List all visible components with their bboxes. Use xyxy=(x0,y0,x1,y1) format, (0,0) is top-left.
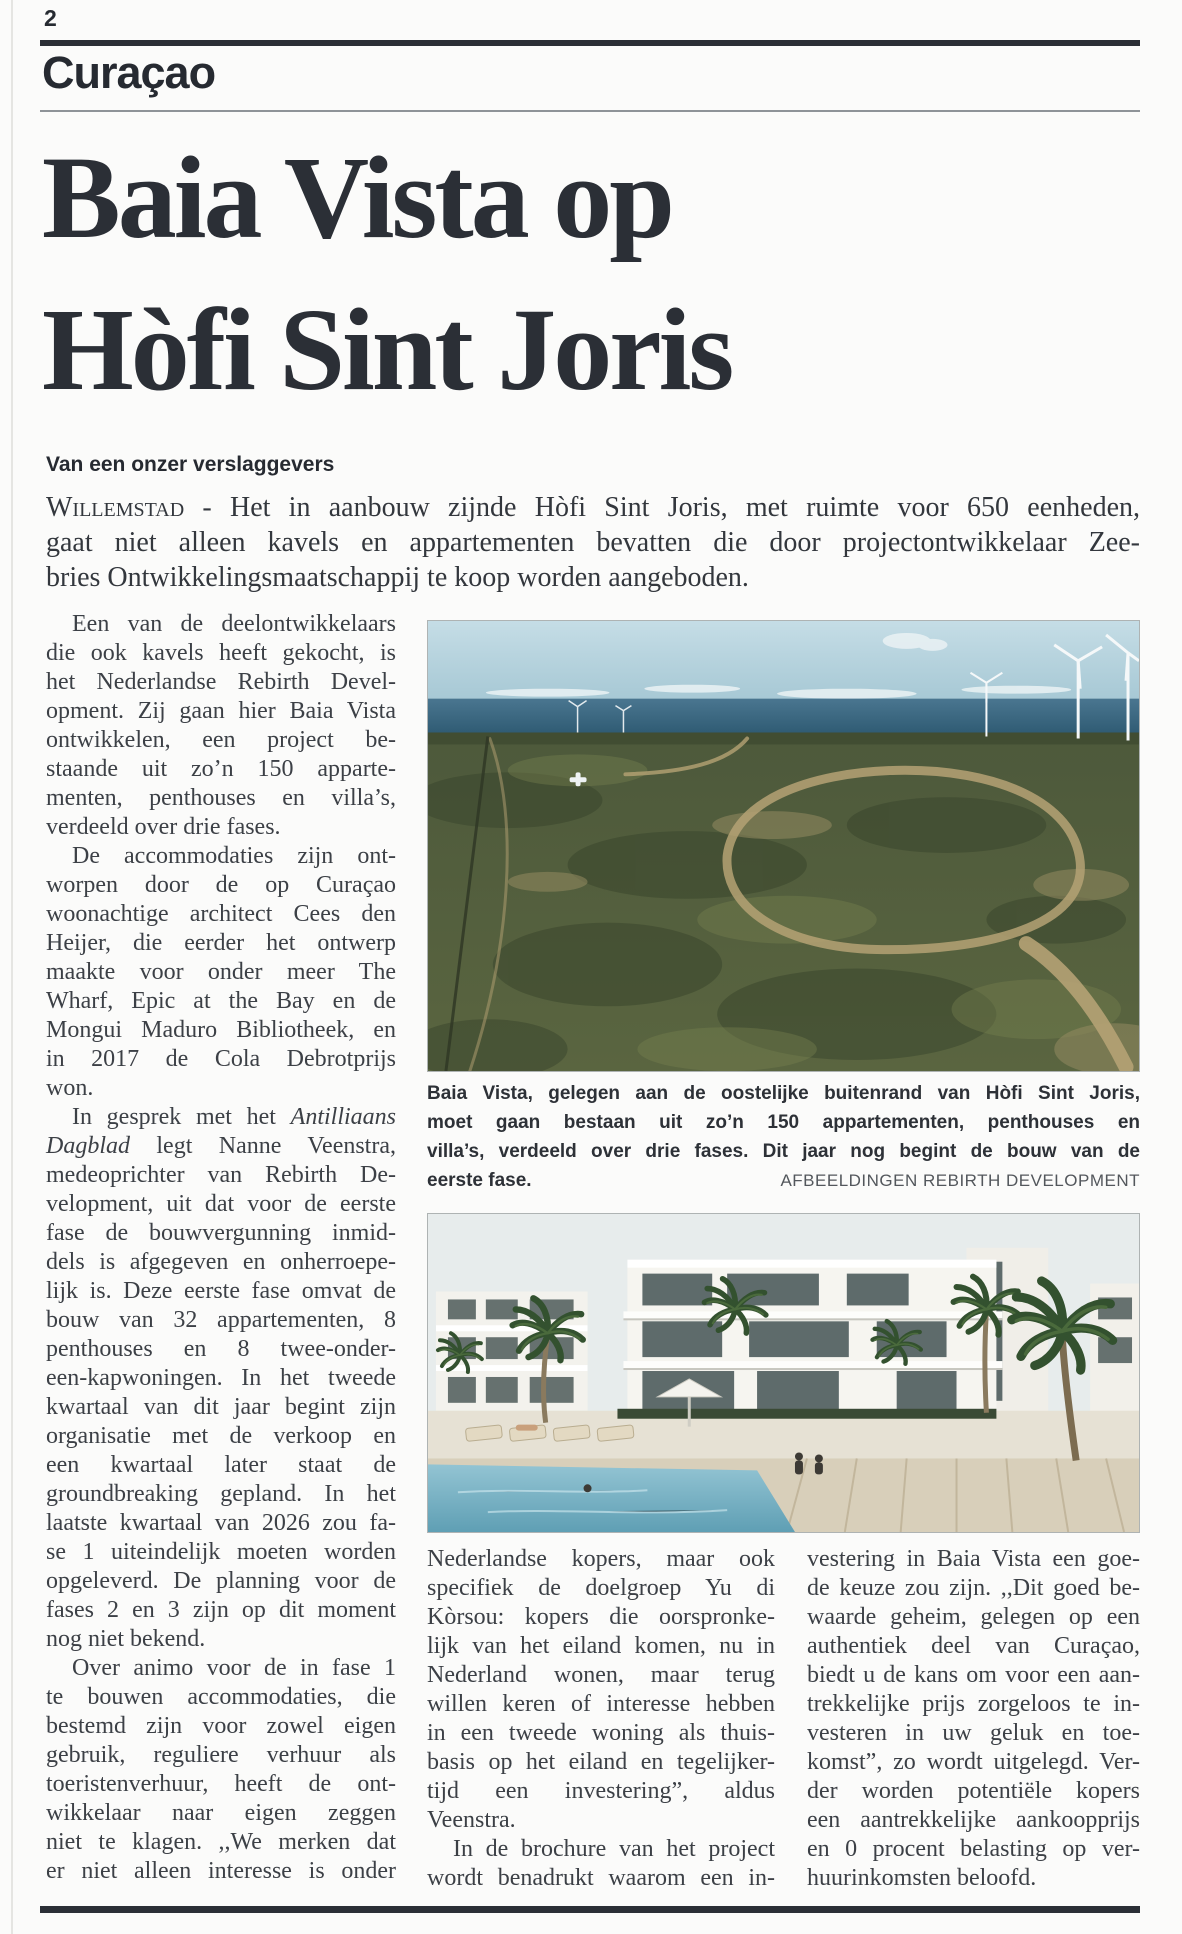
lead-paragraph xyxy=(46,490,1140,595)
text-line: Veenstra. xyxy=(427,1807,516,1833)
text-line: velopment, uit dat voor de eerste xyxy=(46,1191,396,1217)
text-line: opgeleverd. De planning voor de xyxy=(46,1568,396,1594)
headline xyxy=(42,122,1142,426)
text-line: er niet alleen interesse is onder xyxy=(46,1858,396,1884)
text-line: lijk van het eiland komen, nu in xyxy=(427,1633,775,1659)
text-line: In gesprek met het Antilliaans xyxy=(72,1104,396,1130)
text-line: biedt u de kans om voor een aan- xyxy=(807,1662,1140,1688)
text-line: Kòrsou: kopers die oorspronke- xyxy=(427,1604,775,1630)
text-line: organisatie met de verkoop en xyxy=(46,1423,396,1449)
text-line: huurinkomsten beloofd. xyxy=(807,1865,1037,1891)
text-line: een kwartaal later staat de xyxy=(46,1452,396,1478)
text-line: tijd een investering”, aldus xyxy=(427,1778,775,1804)
page-number: 2 xyxy=(44,5,57,31)
text-line: in 2017 de Cola Debrotprijs xyxy=(46,1046,396,1072)
photo-caption xyxy=(427,1079,1140,1195)
text-line: Willemstad - Het in aanbouw zijnde Hòfi Sint Joris, met ruimte voor 650 eenheden, xyxy=(46,492,1140,523)
text-line: een aantrekkelijke aankoopprijs xyxy=(807,1807,1140,1833)
text-line: een-kapwoningen. In het tweede xyxy=(46,1365,396,1391)
text-line: kwartaal van dit jaar begint zijn xyxy=(46,1394,396,1420)
hedge xyxy=(617,1409,996,1419)
text-line: der worden potentiële kopers xyxy=(807,1778,1140,1804)
section-rule xyxy=(40,110,1140,112)
text-line: moet gaan bestaan uit zo’n 150 appartementen, penthouses en xyxy=(427,1112,1140,1133)
text-line: trekkelijke prijs zorgeloos te in- xyxy=(807,1691,1140,1717)
text-line: staande uit zo’n 150 apparte- xyxy=(46,756,396,782)
text-line: komst”, zo wordt uitgelegd. Ver- xyxy=(807,1749,1140,1775)
pool xyxy=(428,1464,795,1532)
text-line: dels is afgegeven en onherroepe- xyxy=(46,1249,396,1275)
text-line: waarde geheim, gelegen op een xyxy=(807,1604,1140,1630)
paragraph xyxy=(427,1545,775,1835)
aerial-photo xyxy=(427,620,1140,1072)
text-line: Baia Vista, gelegen aan de oostelijke buitenrand van Hòfi Sint Joris, xyxy=(427,1083,1140,1104)
rendering-photo xyxy=(427,1213,1140,1533)
caption-lines xyxy=(427,1079,1140,1166)
page-edge-line xyxy=(11,0,13,1934)
text-line: authentiek deel van Curaçao, xyxy=(807,1633,1140,1659)
bottom-rule xyxy=(40,1906,1140,1913)
text-line: wordt benadrukt waarom een in- xyxy=(427,1865,775,1891)
text-line: Heijer, die eerder het ontwerp xyxy=(46,930,396,956)
text-line: medeoprichter van Rebirth De- xyxy=(46,1162,396,1188)
text-line: die ook kavels heeft gekocht, is xyxy=(46,640,396,666)
paragraph xyxy=(427,1835,775,1893)
rendering-photo-graphic xyxy=(428,1214,1139,1532)
body-column-left xyxy=(46,610,396,1886)
body-column-right xyxy=(807,1545,1140,1893)
text-line: verdeeld over drie fases. xyxy=(46,814,281,840)
body-column-middle xyxy=(427,1545,775,1893)
text-line: won. xyxy=(46,1075,94,1101)
photo-credit: AFBEELDINGEN REBIRTH DEVELOPMENT xyxy=(780,1171,1140,1190)
text-line: villa’s, verdeeld over drie fases. Dit jaar nog begint de bouw van de xyxy=(427,1141,1140,1162)
text-line: Mongui Maduro Bibliotheek, en xyxy=(46,1017,396,1043)
paragraph xyxy=(807,1545,1140,1893)
text-line: De accommodaties zijn ont- xyxy=(72,843,396,869)
top-rule xyxy=(40,40,1140,46)
text-line: menten, penthouses en villa’s, xyxy=(46,785,396,811)
headline-line-2: Hòfi Sint Joris xyxy=(42,284,732,415)
text-line: se 1 uiteindelijk moeten worden xyxy=(46,1539,396,1565)
text-line: bouw van 32 appartementen, 8 xyxy=(46,1307,396,1333)
text-line: in een tweede woning als thuis- xyxy=(427,1720,775,1746)
text-line: In de brochure van het project xyxy=(453,1836,775,1862)
caption-last-line xyxy=(427,1166,1140,1195)
text-line: opment. Zij gaan hier Baia Vista xyxy=(46,698,396,724)
text-line: maakte voor onder meer The xyxy=(46,959,396,985)
text-line: de keuze zou zijn. ,,Dit goed be- xyxy=(807,1575,1140,1601)
text-line: fases 2 en 3 zijn op dit moment xyxy=(46,1597,396,1623)
text-line: gaat niet alleen kavels en appartementen bevatten die door projectontwikkelaar Zee- xyxy=(46,527,1140,558)
paragraph xyxy=(46,842,396,1103)
text-line: bries Ontwikkelingsmaatschappij te koop worden aangeboden. xyxy=(46,562,749,593)
text-line: willen keren of interesse hebben xyxy=(427,1691,775,1717)
text-line: Nederlandse kopers, maar ook xyxy=(427,1546,775,1572)
text-line: nog niet bekend. xyxy=(46,1626,206,1652)
text-line: fase de bouwvergunning inmid- xyxy=(46,1220,396,1246)
sea xyxy=(428,699,1139,737)
text-line: vestering in Baia Vista een goe- xyxy=(807,1546,1140,1572)
text-line: wikkelaar naar eigen zeggen xyxy=(46,1800,396,1826)
text-line: het Nederlandse Rebirth Devel- xyxy=(46,669,396,695)
text-line: ontwikkelen, een project be- xyxy=(46,727,396,753)
text-line: Wharf, Epic at the Bay en de xyxy=(46,988,396,1014)
text-line: penthouses en 8 twee-onder- xyxy=(46,1336,396,1362)
text-line: Een van de deelontwikkelaars xyxy=(72,611,396,637)
aerial-photo-graphic xyxy=(428,621,1139,1071)
text-line: en 0 procent belasting op ver- xyxy=(807,1836,1140,1862)
text-line: te bouwen accommodaties, die xyxy=(46,1684,396,1710)
paragraph xyxy=(46,1103,396,1654)
text-line: gebruik, reguliere verhuur als xyxy=(46,1742,396,1768)
text-line: vesteren in uw geluk en toe- xyxy=(807,1720,1140,1746)
paragraph xyxy=(46,1654,396,1886)
text-line: basis op het eiland en tegelijker- xyxy=(427,1749,775,1775)
text-line: Over animo voor de in fase 1 xyxy=(72,1655,396,1681)
text-line: niet te klagen. ,,We merken dat xyxy=(46,1829,396,1855)
text-line: Dagblad legt Nanne Veenstra, xyxy=(46,1133,396,1159)
text-line: lijk is. Deze eerste fase omvat de xyxy=(46,1278,396,1304)
text-line: bestemd zijn voor zowel eigen xyxy=(46,1713,396,1739)
byline: Van een onzer verslaggevers xyxy=(46,453,335,476)
text-line: Nederland wonen, maar terug xyxy=(427,1662,775,1688)
section-title: Curaçao xyxy=(42,47,216,98)
text-line: toeristenverhuur, heeft de ont- xyxy=(46,1771,396,1797)
headline-line-1: Baia Vista op xyxy=(42,132,672,263)
text-line: laatste kwartaal van 2026 zou fa- xyxy=(46,1510,396,1536)
text-line: specifiek de doelgroep Yu di xyxy=(427,1575,775,1601)
text-line: worpen door de op Curaçao xyxy=(46,872,396,898)
text-line: woonachtige architect Cees den xyxy=(46,901,396,927)
paragraph xyxy=(46,610,396,842)
caption-last-text: eerste fase. xyxy=(427,1170,532,1191)
text-line: groundbreaking gepland. In het xyxy=(46,1481,396,1507)
